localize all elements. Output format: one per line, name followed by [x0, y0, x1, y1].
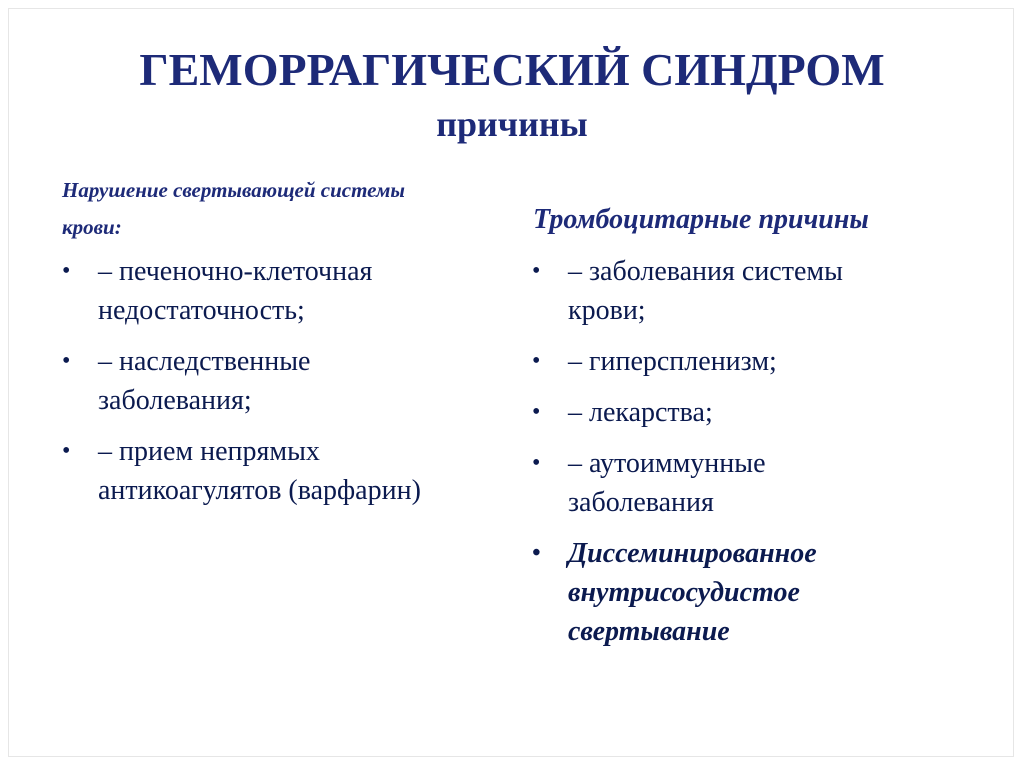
- list-item: [530, 252, 1000, 330]
- right-column-heading: Тромбоцитарные причины: [533, 204, 869, 235]
- bullet-dot: •: [532, 540, 541, 566]
- list-item-line: – печеночно-клеточная: [98, 256, 373, 287]
- left-heading-line-2: крови:: [62, 215, 122, 239]
- list-item: [60, 342, 520, 420]
- left-bullet-list: [60, 252, 520, 522]
- list-item: [60, 252, 520, 330]
- list-item-line: – гиперспленизм;: [568, 346, 777, 377]
- list-item-line: свертывание: [568, 616, 730, 647]
- bullet-dot: •: [532, 348, 541, 374]
- list-item-line: – наследственные: [98, 346, 311, 377]
- list-item-line: – аутоиммунные: [568, 448, 766, 479]
- bullet-dot: •: [62, 258, 71, 284]
- slide-subtitle: причины: [436, 104, 588, 144]
- list-item-line: заболевания: [568, 487, 714, 518]
- list-item-line: заболевания;: [98, 385, 252, 416]
- bullet-dot: •: [532, 450, 541, 476]
- list-item-line: Диссеминированное: [568, 538, 817, 569]
- list-item-line: недостаточность;: [98, 295, 305, 326]
- list-item-line: – заболевания системы: [568, 256, 843, 287]
- bullet-dot: •: [532, 399, 541, 425]
- bullet-dot: •: [532, 258, 541, 284]
- left-heading-line-1: Нарушение свертывающей системы: [62, 178, 405, 202]
- list-item: [530, 342, 1000, 381]
- right-bullet-list: [530, 252, 1000, 663]
- list-item: [530, 393, 1000, 432]
- emphasis-list-item: [530, 534, 1000, 651]
- left-column-heading: [62, 172, 502, 246]
- slide-title: ГЕМОРРАГИЧЕСКИЙ СИНДРОМ: [139, 44, 885, 95]
- list-item-line: – прием непрямых: [98, 436, 320, 467]
- list-item-line: – лекарства;: [568, 397, 713, 428]
- bullet-dot: •: [62, 438, 71, 464]
- list-item-line: крови;: [568, 295, 646, 326]
- list-item-line: антикоагулятов (варфарин): [98, 475, 421, 506]
- list-item-line: внутрисосудистое: [568, 577, 800, 608]
- list-item: [530, 444, 1000, 522]
- bullet-dot: •: [62, 348, 71, 374]
- list-item: [60, 432, 520, 510]
